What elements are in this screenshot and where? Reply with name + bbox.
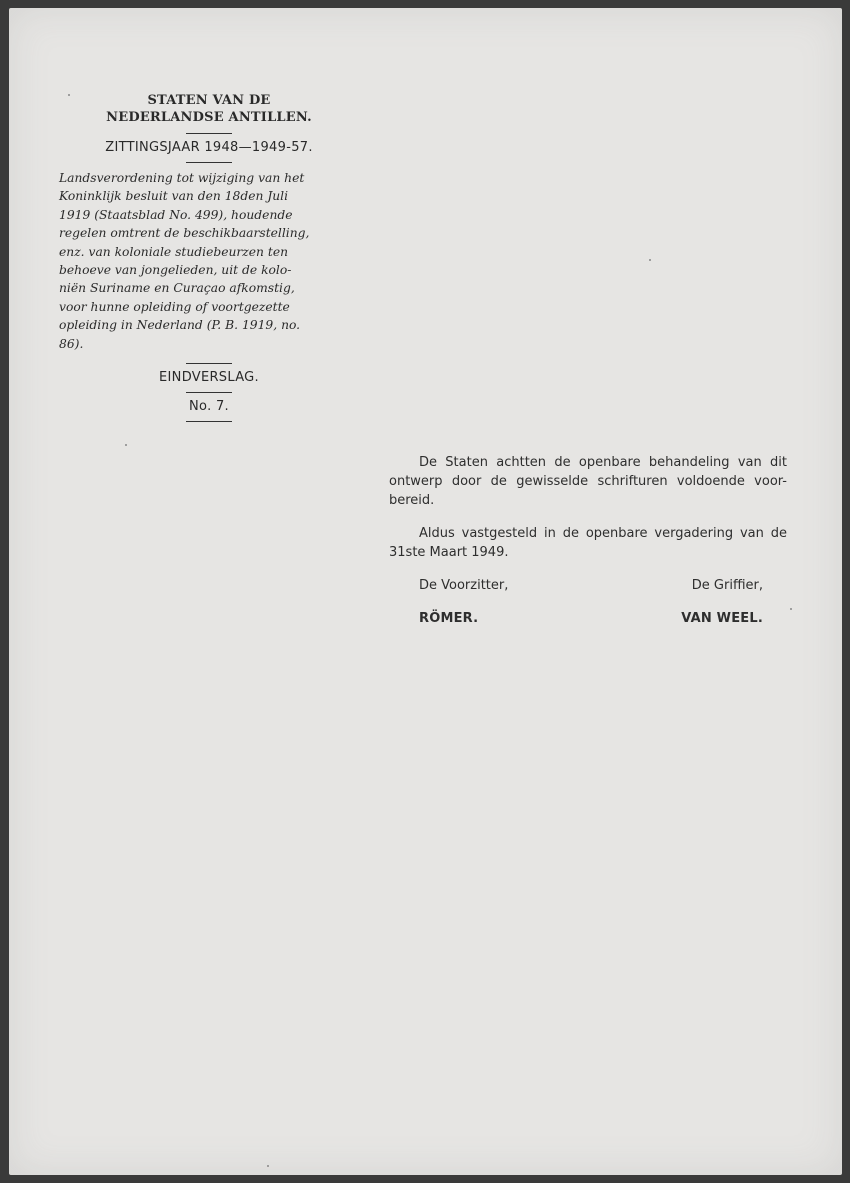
report-body bbox=[389, 453, 787, 628]
document-page bbox=[9, 8, 842, 1175]
divider-rule bbox=[186, 392, 232, 393]
signature-chairman bbox=[419, 576, 508, 628]
report-number: No. 7. bbox=[189, 399, 229, 415]
signature-block bbox=[389, 576, 787, 628]
signature-clerk bbox=[681, 576, 763, 628]
divider-rule bbox=[186, 133, 232, 134]
ordinance-line: Landsverordening tot wijziging van het bbox=[59, 171, 305, 185]
document-header bbox=[59, 92, 354, 428]
ordinance-line: voor hunne opleiding of voortgezette bbox=[59, 299, 290, 314]
signature-name-clerk: VAN WEEL. bbox=[681, 611, 763, 626]
signature-role-clerk: De Griffier, bbox=[691, 578, 763, 593]
ordinance-line: niën Suriname en Curaçao afkomstig, bbox=[59, 281, 295, 296]
paper-speck bbox=[125, 444, 127, 446]
paragraph-adoption: Aldus vastgesteld in de openbare vergadering van de 31ste Maart 1949. bbox=[389, 526, 787, 560]
report-label: EINDVERSLAG. bbox=[159, 370, 259, 386]
divider-rule bbox=[186, 162, 232, 163]
divider-rule bbox=[186, 421, 232, 422]
paper-speck bbox=[649, 259, 651, 261]
divider-rule bbox=[186, 363, 232, 364]
signature-role-chairman: De Voorzitter, bbox=[419, 578, 509, 593]
ordinance-line: opleiding in Nederland (P. B. 1919, no. bbox=[59, 318, 301, 333]
ordinance-line: 86). bbox=[59, 336, 84, 351]
ordinance-line: 1919 (Staatsblad No. 499), houdende bbox=[59, 207, 293, 222]
assembly-title-line-2: NEDERLANDSE ANTILLEN. bbox=[106, 110, 312, 125]
ordinance-line: Koninklijk besluit van den 18den Juli bbox=[59, 189, 289, 204]
ordinance-line: enz. van koloniale studiebeurzen ten bbox=[59, 244, 289, 259]
assembly-title bbox=[64, 92, 354, 126]
paper-speck bbox=[68, 94, 70, 96]
ordinance-line: regelen omtrent de beschikbaarstelling, bbox=[59, 226, 310, 241]
paper-speck bbox=[267, 1165, 269, 1167]
ordinance-title bbox=[59, 169, 354, 353]
session-year: ZITTINGSJAAR 1948—1949-57. bbox=[105, 140, 313, 155]
paper-speck bbox=[790, 608, 792, 610]
paragraph-deliberation: De Staten achtten de openbare behandeling van dit ontwerp door de gewisselde schrifturen voldoende voor-bereid. bbox=[389, 455, 787, 508]
signature-name-chairman: RÖMER. bbox=[419, 611, 479, 626]
assembly-title-line-1: STATEN VAN DE bbox=[147, 93, 271, 108]
ordinance-line: behoeve van jongelieden, uit de kolo- bbox=[59, 263, 292, 278]
